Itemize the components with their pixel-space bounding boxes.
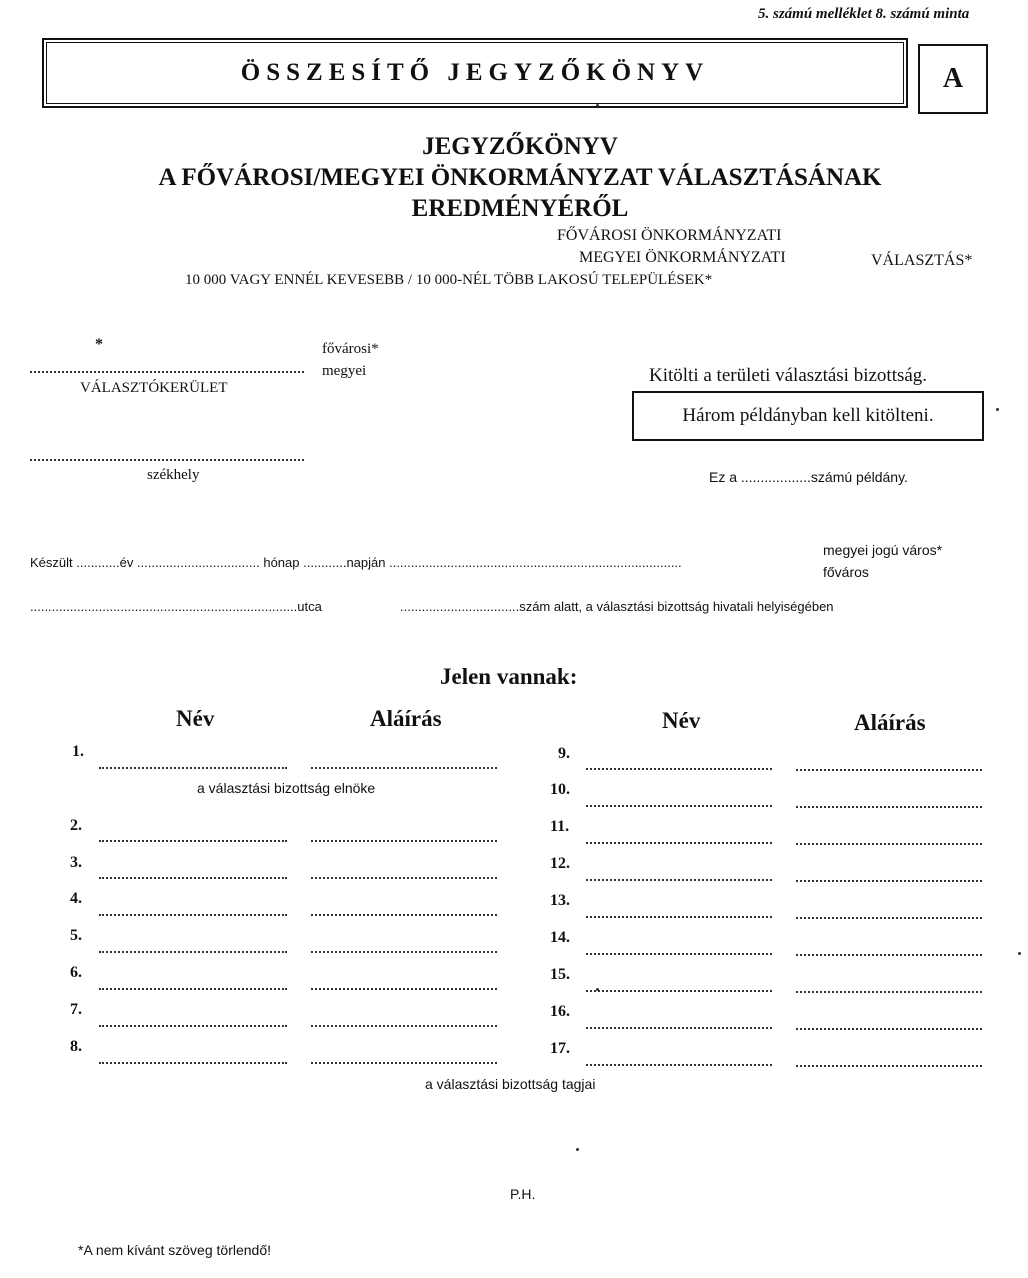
left-name-field[interactable] (99, 1025, 287, 1027)
row-number: 13. (550, 892, 570, 909)
address-number: .................................szám alatt, a választási bizottság hivatali helyiségében (400, 599, 834, 614)
heading-line-2: A FŐVÁROSI/MEGYEI ÖNKORMÁNYZAT VÁLASZTÁSÁNAK (158, 164, 882, 191)
row-number: 8. (70, 1038, 82, 1055)
left-signature-field[interactable] (311, 988, 497, 990)
annex-note: 5. számú melléklet 8. számú minta (758, 6, 970, 22)
right-signature-header: Aláírás (854, 710, 926, 735)
right-signature-field[interactable] (796, 843, 982, 845)
row-number: 3. (70, 854, 82, 871)
settlement-size-line: 10 000 VAGY ENNÉL KEVESEBB / 10 000-NÉL TÖBB LAKOSÚ TELEPÜLÉSEK* (185, 272, 713, 288)
left-signature-field[interactable] (311, 951, 497, 953)
left-name-field[interactable] (99, 951, 287, 953)
left-name-field[interactable] (99, 877, 287, 879)
left-signature-field[interactable] (311, 1062, 497, 1064)
left-signature-header: Aláírás (370, 706, 442, 731)
district-asterisk: * (95, 336, 103, 353)
right-name-field[interactable] (586, 1027, 772, 1029)
scan-speck (576, 1148, 579, 1151)
district-field[interactable] (30, 371, 304, 373)
option-valasztas: VÁLASZTÁS* (871, 252, 973, 269)
heading-line-1: JEGYZŐKÖNYV (422, 133, 618, 160)
left-name-field[interactable] (99, 988, 287, 990)
right-signature-field[interactable] (796, 917, 982, 919)
right-name-field[interactable] (586, 916, 772, 918)
left-name-field[interactable] (99, 914, 287, 916)
made-line: Készült ............év .................................. hónap ............napján ................................................................................. (30, 555, 682, 570)
left-signature-field[interactable] (311, 914, 497, 916)
right-signature-field[interactable] (796, 880, 982, 882)
row-number: 16. (550, 1003, 570, 1020)
right-name-field[interactable] (586, 990, 772, 992)
address-street: ..........................................................................utca (30, 599, 322, 614)
right-name-field[interactable] (586, 879, 772, 881)
left-signature-field[interactable] (311, 840, 497, 842)
form-letter: A (942, 63, 964, 94)
row-number: 4. (70, 890, 82, 907)
district-label: VÁLASZTÓKERÜLET (80, 380, 228, 396)
chair-caption: a választási bizottság elnöke (197, 780, 376, 796)
right-name-field[interactable] (586, 768, 772, 770)
right-signature-field[interactable] (796, 991, 982, 993)
row-number: 14. (550, 929, 570, 946)
row-number: 1. (72, 743, 84, 760)
right-name-header: Név (662, 708, 701, 733)
right-name-field[interactable] (586, 1064, 772, 1066)
scan-speck (596, 104, 599, 107)
right-signature-field[interactable] (796, 769, 982, 771)
district-option-fovarosi: fővárosi* (322, 341, 379, 357)
stamp-placeholder: P.H. (510, 1186, 536, 1202)
right-name-field[interactable] (586, 953, 772, 955)
copies-notice: Három példányban kell kitölteni. (682, 405, 934, 426)
left-name-field[interactable] (99, 840, 287, 842)
footnote: *A nem kívánt szöveg törlendő! (78, 1242, 271, 1258)
seat-field[interactable] (30, 459, 304, 461)
left-signature-field[interactable] (311, 877, 497, 879)
row-number: 2. (70, 817, 82, 834)
present-heading: Jelen vannak: (440, 664, 578, 689)
right-signature-field[interactable] (796, 1028, 982, 1030)
left-name-field-1[interactable] (99, 767, 287, 769)
row-number: 9. (558, 745, 570, 762)
scan-speck (596, 988, 599, 991)
members-caption: a választási bizottság tagjai (425, 1076, 596, 1092)
scan-speck (1018, 952, 1021, 955)
heading-line-3: EREDMÉNYÉRŐL (411, 195, 629, 222)
city-type-2: főváros (823, 564, 869, 580)
copy-number-line: Ez a ..................számú példány. (709, 469, 908, 485)
row-number: 17. (550, 1040, 570, 1057)
right-signature-field[interactable] (796, 954, 982, 956)
row-number: 7. (70, 1001, 82, 1018)
scan-speck (996, 408, 999, 411)
document-title-box (42, 38, 908, 108)
left-name-field[interactable] (99, 1062, 287, 1064)
right-name-field[interactable] (586, 805, 772, 807)
left-signature-field[interactable] (311, 1025, 497, 1027)
right-signature-field[interactable] (796, 806, 982, 808)
city-type-1: megyei jogú város* (823, 542, 943, 558)
row-number: 11. (550, 818, 570, 835)
right-signature-field[interactable] (796, 1065, 982, 1067)
left-signature-field-1[interactable] (311, 767, 497, 769)
row-number: 6. (70, 964, 82, 981)
document-title: ÖSSZESÍTŐ JEGYZŐKÖNYV (240, 59, 710, 86)
row-number: 12. (550, 855, 570, 872)
row-number: 10. (550, 781, 570, 798)
row-number: 15. (550, 966, 570, 983)
fill-note: Kitölti a területi választási bizottság. (649, 365, 928, 386)
copies-notice-box (632, 391, 984, 441)
district-option-megyei: megyei (322, 363, 367, 379)
row-number: 5. (70, 927, 82, 944)
option-fovarosi: FŐVÁROSI ÖNKORMÁNYZATI (557, 227, 782, 244)
seat-label: székhely (147, 467, 200, 483)
option-megyei: MEGYEI ÖNKORMÁNYZATI (579, 249, 786, 266)
left-name-header: Név (176, 706, 215, 731)
form-letter-box (918, 44, 988, 114)
right-name-field[interactable] (586, 842, 772, 844)
